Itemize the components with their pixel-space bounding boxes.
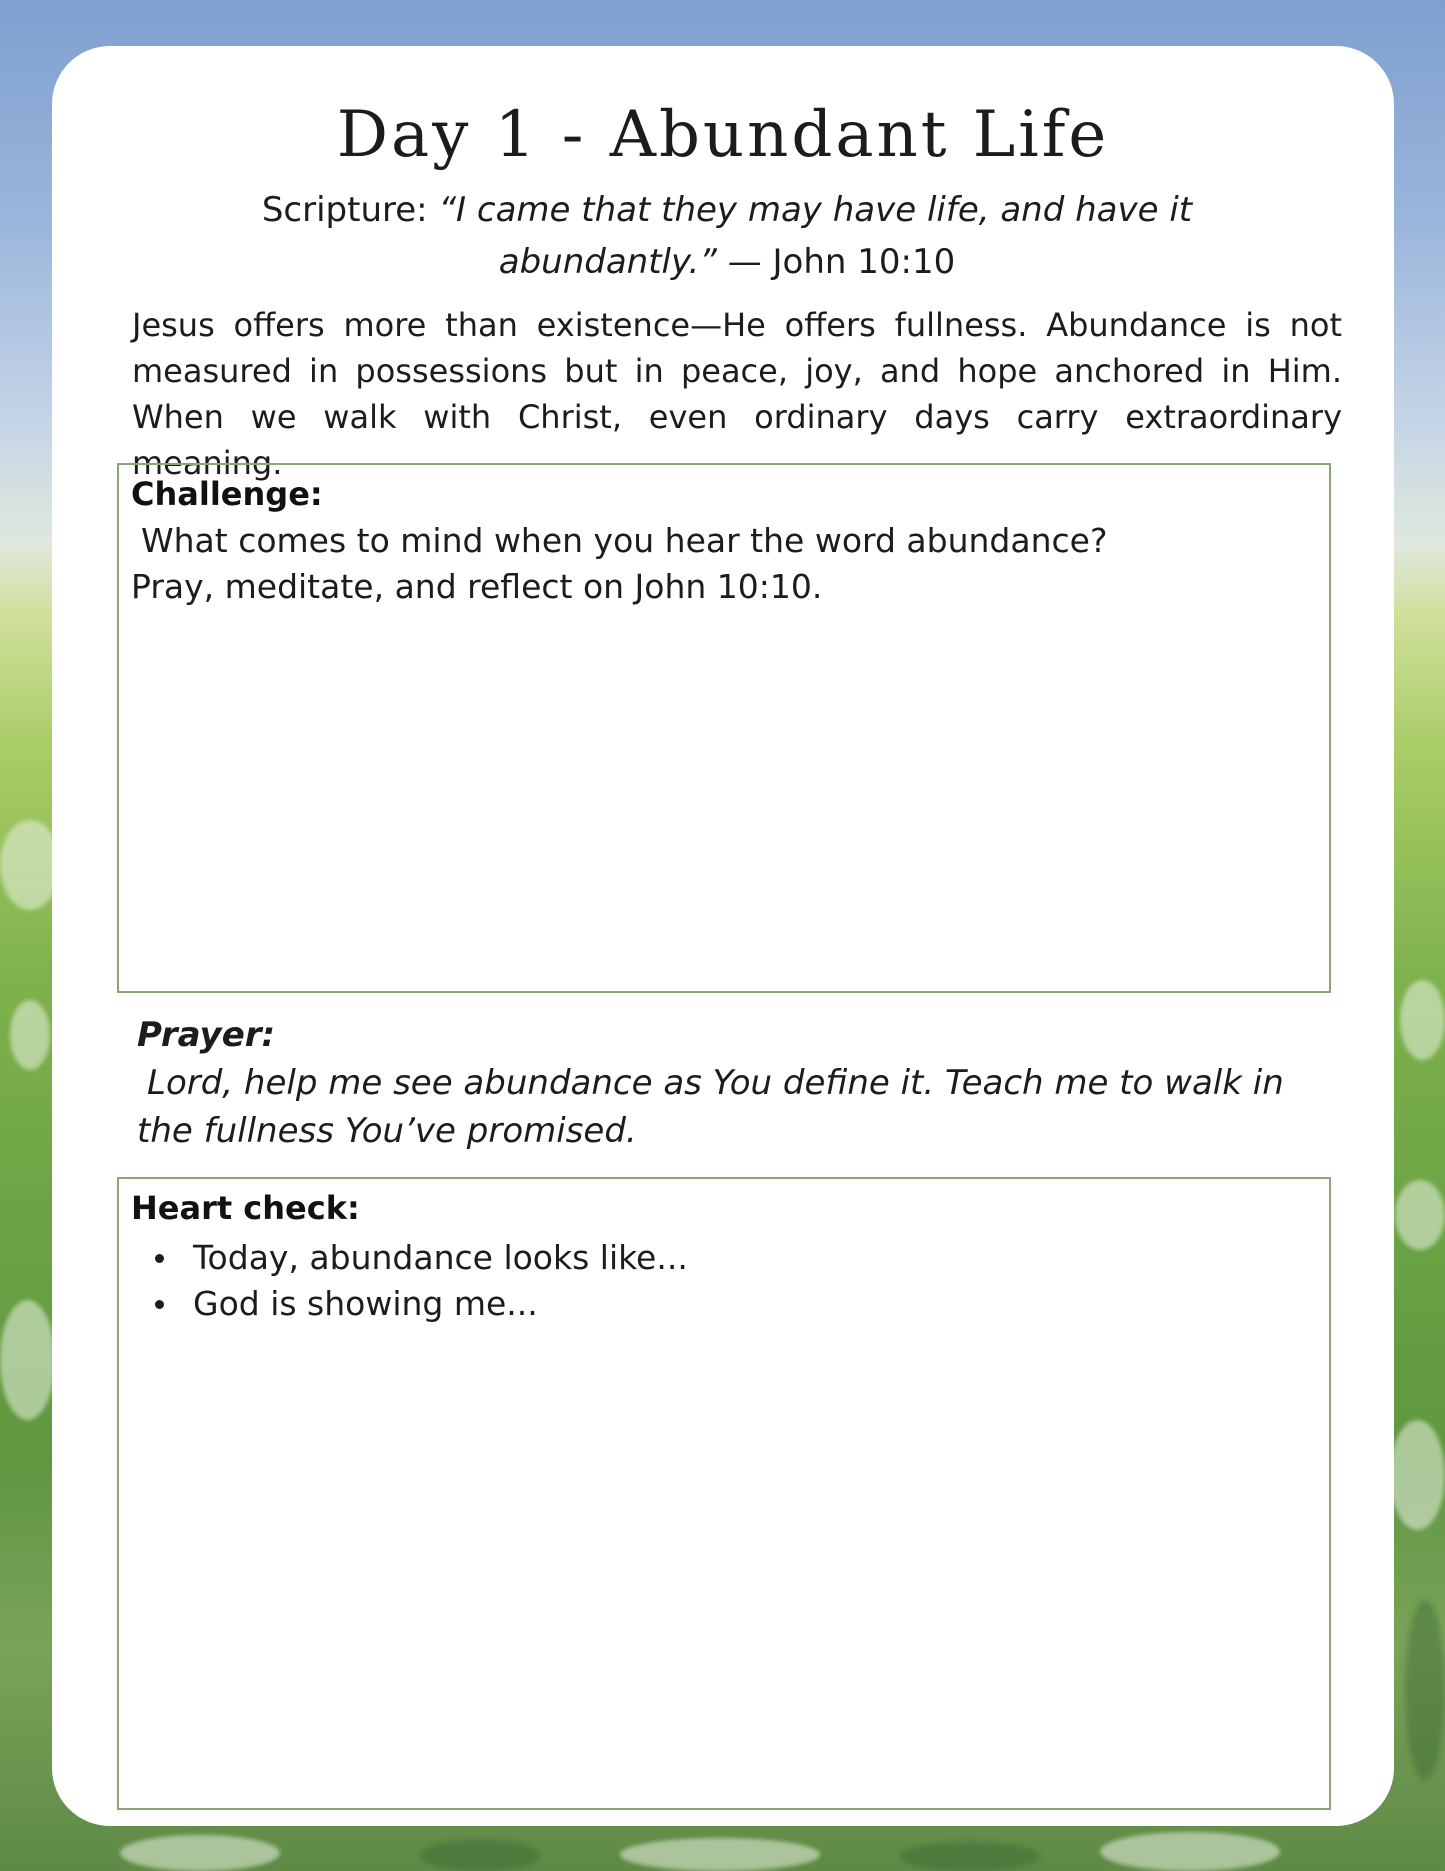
- scripture-label: Scripture:: [261, 190, 428, 230]
- challenge-heading: Challenge:: [131, 475, 323, 513]
- heart-check-item: Today, abundance looks like...: [193, 1238, 688, 1277]
- list-item: [155, 1281, 688, 1327]
- challenge-box[interactable]: [117, 463, 1331, 993]
- bullet-icon: [155, 1300, 164, 1309]
- prayer-text: Lord, help me see abundance as You define it. Teach me to walk in the fullness You’ve promised.: [137, 1063, 1284, 1151]
- page-title: Day 1 - Abundant Life: [336, 98, 1110, 172]
- prayer-heading: Prayer:: [137, 1015, 276, 1055]
- prayer-block: [137, 1011, 1317, 1155]
- scripture-reference: — John 10:10: [727, 242, 956, 282]
- scripture-block: [172, 184, 1282, 288]
- challenge-question: What comes to mind when you hear the word abundance?: [141, 521, 1108, 560]
- list-item: [155, 1235, 688, 1281]
- scripture-verse: “I came that they may have life, and have it abundantly.”: [438, 190, 1193, 282]
- challenge-instruction: Pray, meditate, and reflect on John 10:10.: [131, 567, 823, 606]
- worksheet-card: [52, 46, 1394, 1826]
- heart-check-box[interactable]: [117, 1177, 1331, 1810]
- heart-check-list: [155, 1235, 688, 1327]
- bullet-icon: [155, 1254, 164, 1263]
- heart-check-item: God is showing me...: [193, 1284, 538, 1323]
- heart-check-heading: Heart check:: [131, 1189, 360, 1227]
- devotional-text: Jesus offers more than existence—He offers fullness. Abundance is not measured in possessions but in peace, joy, and hope anchored in Him. When we walk with Christ, even ordinary days carry extraordinary meaning.: [132, 306, 1342, 482]
